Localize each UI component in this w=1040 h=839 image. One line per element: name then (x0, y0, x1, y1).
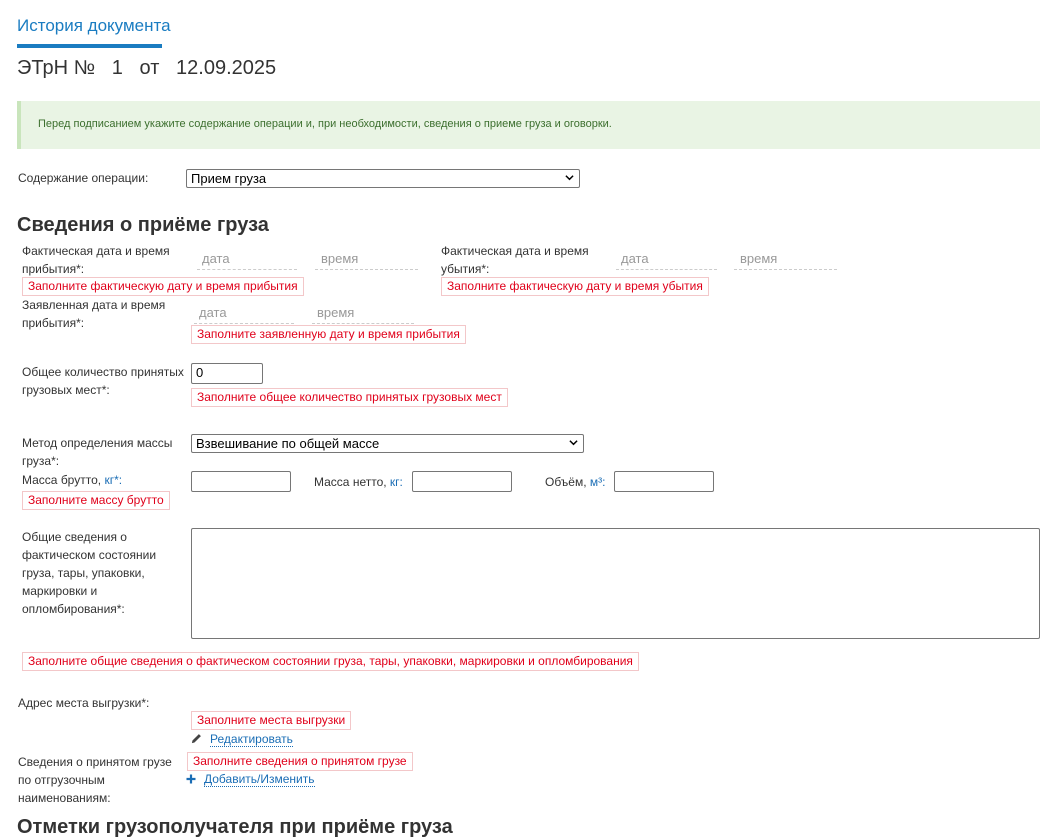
actual-departure-error: Заполните фактическую дату и время убытия (441, 277, 709, 296)
chevron-down-icon (569, 438, 578, 447)
tab-document-history[interactable]: История документа (17, 16, 171, 35)
volume-input[interactable] (614, 471, 714, 492)
declared-arrival-date-field[interactable]: дата (194, 305, 294, 324)
actual-arrival-date-field[interactable]: дата (197, 251, 297, 270)
mass-method-select-value: Взвешивание по общей массе (196, 436, 380, 451)
places-error: Заполните общее количество принятых грузовых мест (191, 388, 508, 407)
volume-label-unit: м³: (589, 475, 606, 489)
condition-error: Заполните общие сведения о фактическом состоянии груза, тары, упаковки, маркировки и опломбирования (22, 652, 639, 671)
section-title-marks: Отметки грузополучателя при приёме груза (17, 816, 453, 838)
condition-label-line: груза, тары, упаковки, (22, 566, 145, 580)
pencil-icon (191, 733, 202, 744)
condition-label-line: Общие сведения о (22, 530, 127, 544)
accepted-cargo-label (18, 753, 172, 807)
net-label-unit: кг: (389, 475, 403, 489)
section-title-receipt: Сведения о приёме груза (17, 214, 269, 236)
places-input[interactable]: 0 (191, 363, 263, 384)
gross-label-text: Масса брутто, (22, 473, 105, 487)
actual-departure-label-line1: Фактическая дата и время (441, 244, 589, 258)
net-label (314, 473, 403, 491)
actual-arrival-time-field[interactable]: время (315, 251, 418, 270)
mass-method-label-line2: груза*: (22, 454, 60, 468)
info-alert-text: Перед подписанием укажите содержание операции и, при необходимости, сведения о приеме груза и оговорки. (38, 118, 612, 130)
places-label-line2: грузовых мест*: (22, 383, 110, 397)
unload-address-label: Адрес места выгрузки*: (18, 696, 150, 710)
mass-method-select[interactable] (191, 434, 584, 453)
actual-arrival-label-line2: прибытия*: (22, 262, 85, 276)
actual-departure-date-field[interactable]: дата (616, 251, 717, 270)
condition-label (22, 528, 156, 618)
doc-date: 12.09.2025 (176, 57, 277, 79)
chevron-down-icon (565, 173, 574, 182)
gross-label (22, 471, 122, 489)
tab-active-indicator (17, 44, 162, 48)
mass-method-label-line1: Метод определения массы (22, 436, 173, 450)
operation-label: Содержание операции: (18, 171, 149, 185)
places-label-line1: Общее количество принятых (22, 365, 184, 379)
declared-arrival-error: Заполните заявленную дату и время прибытия (191, 325, 466, 344)
operation-select-value: Прием груза (191, 171, 267, 186)
accepted-cargo-label-line: наименованиям: (18, 791, 111, 805)
condition-textarea[interactable] (191, 528, 1040, 639)
condition-label-line: маркировки и (22, 584, 98, 598)
declared-arrival-time-field[interactable]: время (312, 305, 414, 324)
actual-arrival-label-line1: Фактическая дата и время (22, 244, 170, 258)
net-label-text: Масса нетто, (314, 475, 390, 489)
declared-arrival-label (22, 296, 165, 332)
doc-from: от (139, 57, 160, 79)
edit-unload-address-link[interactable]: Редактировать (210, 732, 293, 746)
places-label (22, 363, 184, 399)
doc-prefix: ЭТрН № (17, 57, 96, 79)
declared-arrival-label-line2: прибытия*: (22, 316, 85, 330)
doc-number: 1 (111, 57, 123, 79)
accepted-cargo-label-line: Сведения о принятом грузе (18, 755, 172, 769)
info-alert (17, 101, 1040, 149)
add-change-cargo-link[interactable]: Добавить/Изменить (204, 772, 315, 786)
gross-label-unit: кг*: (104, 473, 123, 487)
actual-arrival-label (22, 242, 170, 278)
accepted-cargo-label-line: по отгрузочным (18, 773, 105, 787)
declared-arrival-label-line1: Заявленная дата и время (22, 298, 166, 312)
operation-select[interactable] (186, 169, 580, 188)
condition-label-line: опломбирования*: (22, 602, 125, 616)
actual-departure-label-line2: убытия*: (441, 262, 490, 276)
unload-address-error: Заполните места выгрузки (191, 711, 351, 730)
actual-departure-time-field[interactable]: время (734, 251, 837, 270)
actual-departure-label (441, 242, 589, 278)
volume-label-text: Объём, (545, 475, 590, 489)
net-mass-input[interactable] (412, 471, 512, 492)
gross-error: Заполните массу брутто (22, 491, 170, 510)
actual-arrival-error: Заполните фактическую дату и время прибытия (22, 277, 304, 296)
volume-label (545, 473, 606, 491)
page-title (17, 57, 276, 80)
accepted-cargo-error: Заполните сведения о принятом грузе (187, 752, 413, 771)
gross-mass-input[interactable] (191, 471, 291, 492)
mass-method-label (22, 434, 172, 470)
plus-icon (186, 774, 196, 784)
condition-label-line: фактическом состоянии (22, 548, 157, 562)
